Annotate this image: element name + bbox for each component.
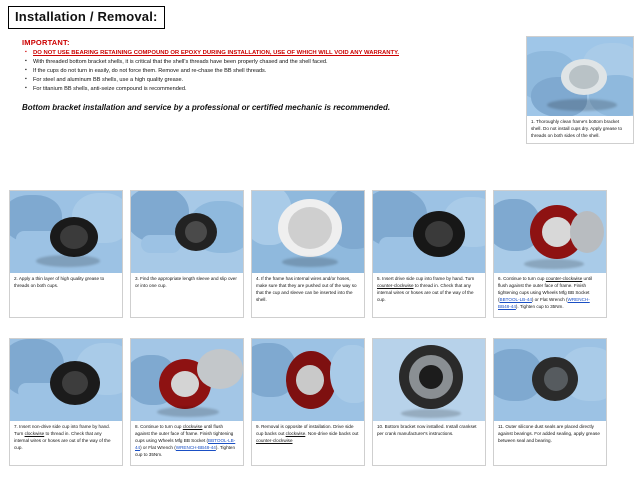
step-3-caption: 3. Find the appropriate length sleeve and slip over or into one cup.: [135, 276, 237, 288]
step-1-caption: 1. Thoroughly clean frame's bottom bracket shell. Do not install cups dry. Apply grease to threads on both sides of the shell.: [531, 119, 623, 138]
steps-row-2: [9, 338, 607, 466]
step-11-photo: [494, 339, 606, 421]
important-label: IMPORTANT:: [22, 37, 70, 47]
step-card-5: [372, 190, 486, 318]
step-2-caption: 2. Apply a thin layer of high quality grease to threads on both cups.: [14, 276, 105, 288]
step-6-caption: 6. Continue to turn cup counter-clockwise until flush against the outer face of frame. Finish tightening cups using Wheels Mfg BB Socket (BBTOOL-LB-44) or Flat Wrench (WRENCH-BB48-44). Tighten cup to 35Nm.: [498, 276, 592, 309]
step-8-photo: [131, 339, 243, 421]
step-6-photo: [494, 191, 606, 273]
step-9-photo: [252, 339, 364, 421]
professional-service-note: Bottom bracket installation and service by a professional or certified mechanic is recommended.: [22, 103, 391, 113]
step-10-photo: [373, 339, 485, 421]
step-card-3: [130, 190, 244, 318]
step-card-6: [493, 190, 607, 318]
step-8-caption: 8. Continue to turn cup clockwise until flush against the outer face of frame. Finish tightening cups using Wheels Mfg BB Socket (BBTOOL-LB-44) or Flat Wrench (WRENCH-BB48-44). Tighten cup to 35Nm.: [135, 424, 236, 457]
important-item-2: ▪ If the cups do not turn in easily, do not force them. Remove and re-chase the BB shell threads.: [33, 67, 492, 76]
important-item-3: ▪ For steel and aluminum BB shells, use a high quality grease.: [33, 76, 492, 85]
step-card-2: [9, 190, 123, 318]
step-7-caption: 7. Insert non-drive side cup into frame by hand. Turn clockwise to thread in. Check that any internal wires or hoses are out of the way of the cup.: [14, 424, 111, 450]
step-9-caption: 9. Removal is opposite of installation. Drive side cup backs out clockwise. Non-drive side backs out counter-clockwise: [256, 424, 359, 443]
step-4-photo: [252, 191, 364, 273]
important-section: [8, 38, 492, 95]
step-card-4: [251, 190, 365, 318]
step-card-9: [251, 338, 365, 466]
step-card-1: [526, 36, 634, 144]
step-4-caption: 4. If the frame has internal wires and/or hoses, make sure that they are pushed out of the way so that the cup and sleeve can be inserted into the shell.: [256, 276, 357, 302]
step-card-7: [9, 338, 123, 466]
step-5-caption: 5. Insert drive side cup into frame by hand. Turn counter-clockwise to thread in. Check that any internal wires or hoses are out of the way of the cup.: [377, 276, 475, 302]
steps-row-1: [9, 190, 607, 318]
step-card-11: [493, 338, 607, 466]
important-item-1: ▪ With threaded bottom bracket shells, it is critical that the shell's threads have been properly chased and the shell faced.: [33, 58, 492, 67]
step-2-photo: [10, 191, 122, 273]
step-7-photo: [10, 339, 122, 421]
step-11-caption: 11. Outer silicone dust seals are placed directly against bearings. For added sealing, apply grease between seal and bearing.: [498, 424, 600, 443]
step-10-caption: 10. Bottom bracket now installed. Install crankset per crank manufacturer's instructions.: [377, 424, 477, 436]
important-item-warning: ▪ DO NOT USE BEARING RETAINING COMPOUND OR EPOXY DURING INSTALLATION, USE OF WHICH WILL VOID ANY WARRANTY.: [33, 49, 492, 59]
page-title: Installation / Removal:: [8, 6, 165, 29]
step-3-photo: [131, 191, 243, 273]
important-item-4: ▪ For titanium BB shells, anti-seize compound is recommended.: [33, 85, 492, 94]
important-list: [22, 49, 492, 95]
step-card-8: [130, 338, 244, 466]
step-card-10: [372, 338, 486, 466]
step-5-photo: [373, 191, 485, 273]
step-1-photo: [527, 37, 633, 116]
